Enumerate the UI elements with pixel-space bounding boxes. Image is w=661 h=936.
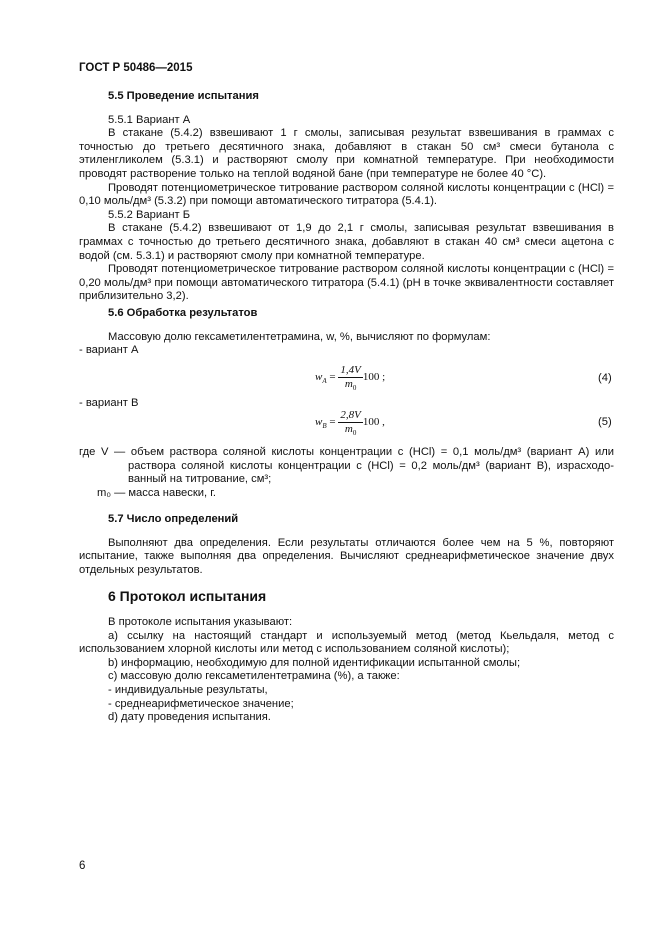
section-5-6-title: 5.6 Обработка результатов: [108, 307, 258, 319]
variant-b-paragraph-2: Проводят потенциометрическое титрование раствором соляной кислоты концентрации с (HCl) = 0,20 моль/дм³ при помощи автоматического титратора (5.4.1) (рН в точке эквивалентности составляет приблизительно 3,2).: [79, 263, 614, 303]
formula-4-number: (4): [598, 372, 612, 384]
variant-a-label: - вариант А: [79, 344, 139, 357]
formula-5-number: (5): [598, 416, 612, 428]
protocol-subitem-2: - среднеарифметическое значение;: [108, 697, 294, 710]
legend-line-4: m₀ — масса навески, г.: [97, 486, 217, 499]
protocol-subitem-1: - индивидуальные результаты,: [108, 683, 268, 696]
protocol-item-d: d) дату проведения испытания.: [108, 711, 271, 724]
section-5-6-intro: Массовую долю гексаметилентетрамина, w, %, вычисляют по формулам:: [108, 330, 491, 343]
variant-a-title: 5.5.1 Вариант А: [108, 113, 191, 126]
section-5-7: [79, 513, 614, 577]
formula-5-fraction: $\frac{2,8V}{m_0}$: [340, 409, 361, 438]
section-6-title: 6 Протокол испытания: [108, 588, 267, 604]
variant-b-title: 5.5.2 Вариант Б: [108, 208, 191, 221]
section-5-5: [79, 90, 614, 304]
variant-b-label: - вариант В: [79, 397, 139, 409]
section-5-7-title: 5.7 Число определений: [108, 513, 239, 525]
section-5-7-paragraph: Выполняют два определения. Если результаты отличаются более чем на 5 %, повторяют испытание, также выполняя два определения. Вычисляют среднеарифметическое значение двух отдельных результатов.: [79, 536, 614, 576]
section-5-5-title: 5.5 Проведение испытания: [108, 90, 259, 102]
section-6: [79, 616, 614, 725]
document-header: ГОСТ Р 50486—2015: [79, 62, 193, 74]
variant-b-paragraph-1: В стакане (5.4.2) взвешивают от 1,9 до 2,1 г смолы, записывая результат взвешивания в граммах с точностью до третьего десятичного знака, добавляют в стакан 40 см³ смеси ацетона с водой (см. 5.3.1) и растворяют смолу при комнатной температуре.: [79, 222, 614, 262]
protocol-item-c: с) массовую долю гексаметилентетрамина (%), а также:: [108, 670, 400, 683]
section-6-intro: В протоколе испытания указывают:: [108, 616, 293, 628]
protocol-item-a: а) ссылку на настоящий стандарт и используемый метод (метод Кьельдаля, метод с использованием хлорной кислоты или метод с использованием соляной кислоты);: [79, 629, 614, 656]
section-5-6: [79, 307, 614, 358]
legend-line-2: раствора соляной кислоты концентрации с (HCl) = 0,2 моль/дм³ (вариант В), израсходо-: [128, 459, 614, 472]
formula-5: $w_B$ = $\frac{2,8V}{m_0}$ 100 ,: [315, 409, 385, 438]
formula-4: $w_A$ = $\frac{1,4V}{m_0}$ 100 ;: [315, 364, 386, 393]
formula-legend: [79, 446, 614, 500]
variant-a-paragraph-2: Проводят потенциометрическое титрование раствором соляной кислоты концентрации с (HCl) = 0,10 моль/дм³ (5.3.2) при помощи автоматического титратора (5.4.1).: [79, 181, 614, 208]
protocol-item-b: b) информацию, необходимую для полной идентификации испытанной смолы;: [108, 656, 521, 669]
legend-line-1: где V — объем раствора соляной кислоты концентрации с (HCl) = 0,1 моль/дм³ (вариант А) или: [79, 446, 614, 458]
formula-4-fraction: $\frac{1,4V}{m_0}$: [340, 364, 361, 393]
legend-line-3: ванный на титрование, см³;: [128, 473, 272, 486]
variant-a-paragraph-1: В стакане (5.4.2) взвешивают 1 г смолы, записывая результат взвешивания в граммах с точностью до третьего десятичного знака, добавляют в стакан 50 см³ смеси бутанола с этиленгликолем (5.3.1) и растворяют смолу при комнатной температуре. При необходимости проводят растворение только на теплой водяной бане (при температуре не более 40 °С).: [79, 127, 614, 180]
page-number: 6: [79, 860, 86, 872]
